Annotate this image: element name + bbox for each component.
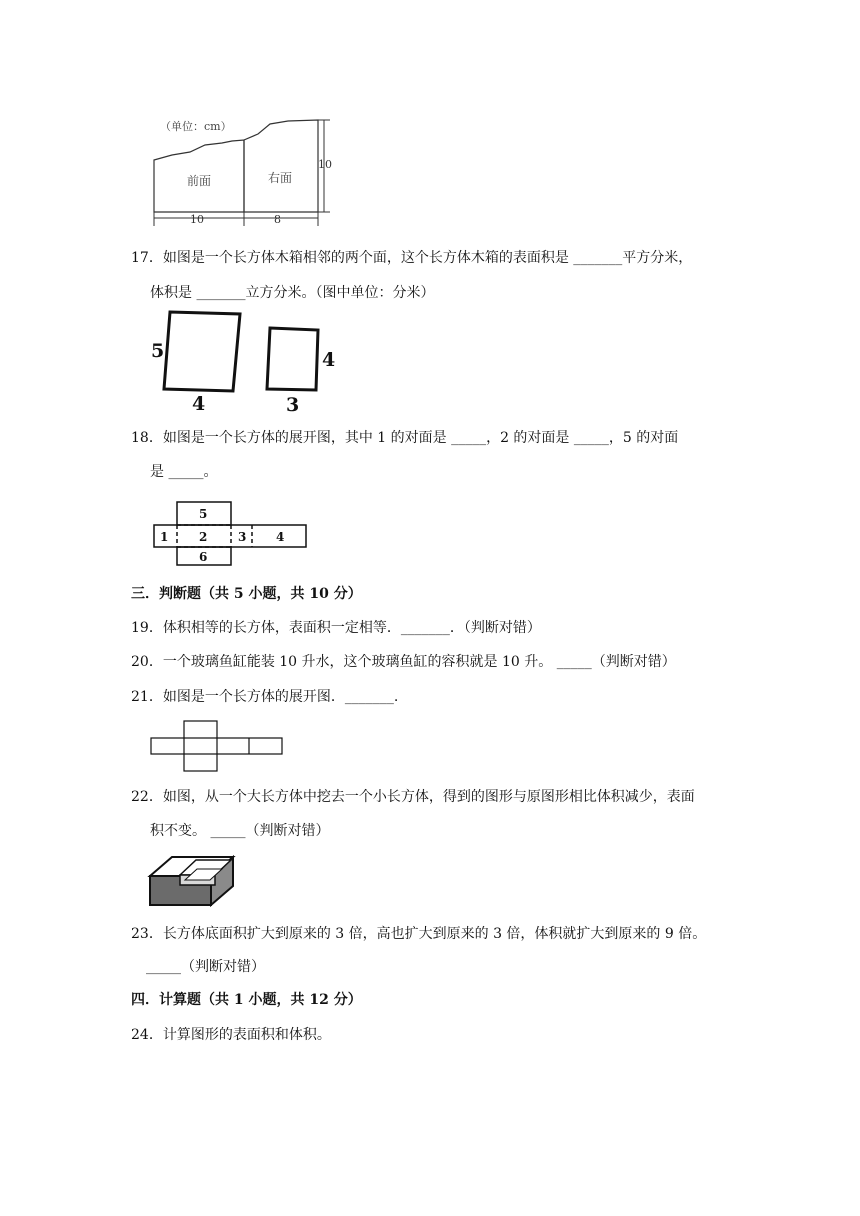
q18-line1: 18．如图是一个长方体的展开图，其中 1 的对面是 _____，2 的对面是 _____，5 的对面	[131, 430, 679, 446]
q24-text: 24．计算图形的表面积和体积。	[131, 1027, 331, 1043]
net-face-4: 4	[276, 530, 285, 544]
front-label: 前面	[187, 174, 212, 188]
q18-line2: 是 _____。	[150, 464, 218, 480]
net-face-3: 3	[238, 530, 247, 544]
dim-height: 10	[318, 158, 332, 171]
q19-text: 19．体积相等的长方体，表面积一定相等．_______．（判断对错）	[131, 620, 541, 636]
q23-line2: _____（判断对错）	[146, 959, 265, 975]
right-side-length: 4	[322, 349, 336, 371]
net-face-5: 5	[199, 507, 208, 521]
right-label: 右面	[268, 171, 293, 185]
net-face-6: 6	[199, 550, 208, 564]
q21-text: 21．如图是一个长方体的展开图．_______.	[131, 689, 399, 705]
section-3-title: 三．判断题（共 5 小题，共 10 分）	[131, 586, 362, 602]
dim-right-length: 8	[274, 213, 281, 226]
section-4-title: 四．计算题（共 1 小题，共 12 分）	[131, 992, 362, 1008]
q17-line2: 体积是 _______立方分米。（图中单位：分米）	[150, 285, 435, 301]
net-face-1: 1	[160, 530, 169, 544]
q22-line2: 积不变。 _____（判断对错）	[150, 823, 330, 839]
left-side-length: 5	[151, 340, 165, 362]
dim-front-length: 10	[190, 213, 204, 226]
q22-line1: 22．如图，从一个大长方体中挖去一个小长方体，得到的图形与原图形相比体积减少，表面	[131, 789, 695, 805]
q23-line1: 23．长方体底面积扩大到原来的 3 倍，高也扩大到原来的 3 倍，体积就扩大到原来的 9 倍。	[131, 926, 707, 942]
right-bottom-length: 3	[286, 394, 300, 416]
net-face-2: 2	[199, 530, 208, 544]
q20-text: 20．一个玻璃鱼缸能装 10 升水，这个玻璃鱼缸的容积就是 10 升。 _____（判断对错）	[131, 654, 676, 670]
unit-note: （单位：cm）	[160, 120, 232, 133]
q17-line1: 17．如图是一个长方体木箱相邻的两个面，这个长方体木箱的表面积是 _______平方分米，	[131, 250, 693, 266]
left-bottom-length: 4	[192, 393, 206, 415]
